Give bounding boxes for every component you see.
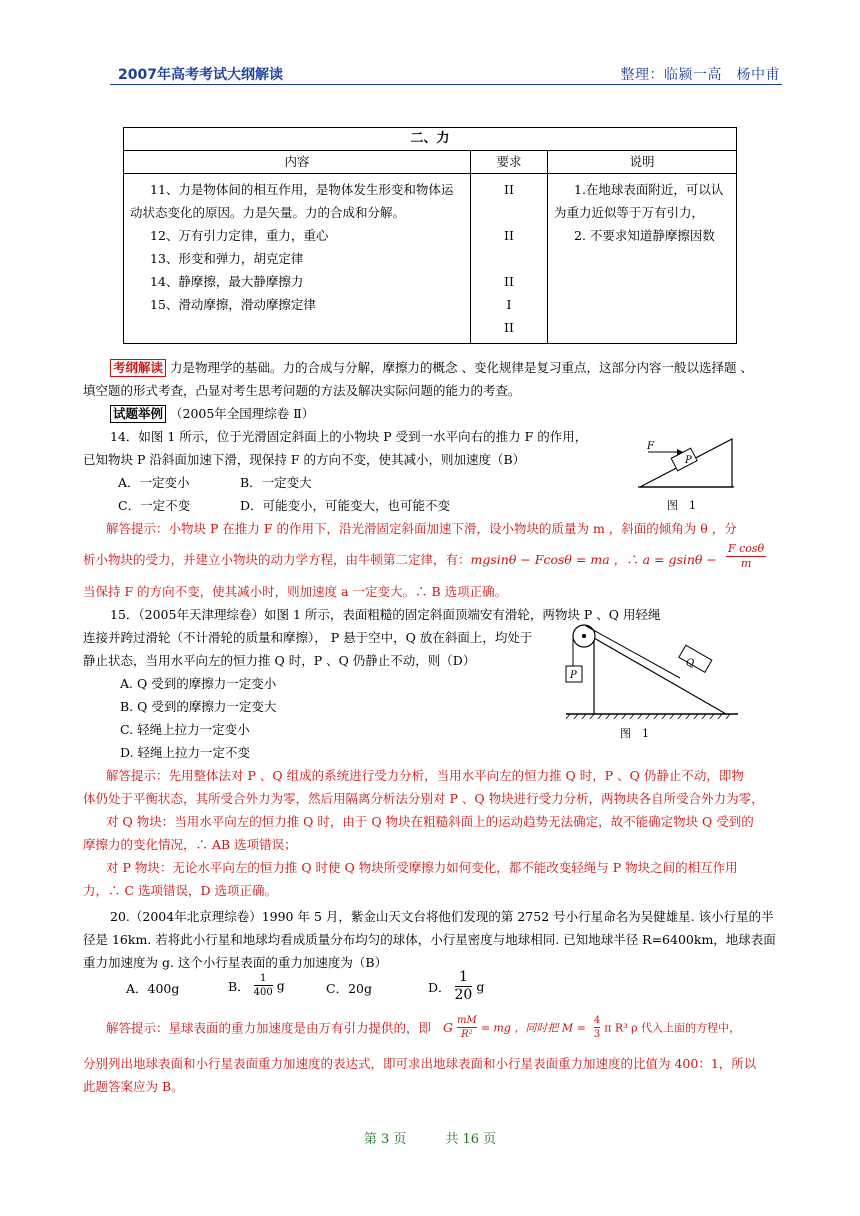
q14-hint-1: 解答提示：小物块 P 在推力 F 的作用下，沿光滑固定斜面加速下滑，设小物块的质量为 m ，斜面的倾角为 θ ，分	[106, 521, 737, 536]
q20-option-b	[228, 972, 285, 999]
eq-tail: π R³ ρ 代入上面的方程中，	[604, 1021, 741, 1035]
requirement-cell	[471, 174, 548, 344]
requirement-level: II	[504, 320, 514, 335]
requirement-level: I	[506, 297, 512, 312]
fraction-numerator: 1	[254, 972, 273, 986]
note-line: 为重力近似等于万有引力，	[554, 205, 705, 220]
q15-hint-1: 解答提示：先用整体法对 P 、Q 组成的系统进行受力分析，当用水平向左的恒力推 Q 时，P 、Q 仍静止不动，即物	[106, 768, 744, 783]
q20-hint-text: 解答提示：星球表面的重力加速度是由万有引力提供的，即	[106, 1020, 432, 1036]
col-header-note: 说明	[548, 151, 737, 174]
q14-stem-1: 14．如图 1 所示，位于光滑固定斜面上的小物块 P 受到一水平向右的推力 F 的作用，	[110, 429, 588, 444]
content-line: 15、滑动摩擦，滑动摩擦定律	[150, 297, 316, 312]
incline-pulley-figure-q15	[562, 620, 742, 720]
content-line: 12、万有引力定律，重力，重心	[150, 228, 329, 243]
block-p-label: P	[685, 455, 692, 466]
q20-stem-3: 重力加速度为 g. 这个小行星表面的重力加速度为（B）	[83, 955, 388, 970]
option-unit: g	[476, 979, 485, 994]
q15-hint-2: 体仍处于平衡状态，其所受合外力为零，然后用隔离分析法分别对 P 、Q 物块进行受力分析，两物块各自所受合外力为零，	[83, 791, 764, 806]
fraction-denominator: m	[740, 557, 752, 570]
q20-option-a: A．400g	[126, 981, 180, 996]
content-line: 13、形变和弹力，胡克定律	[150, 251, 304, 266]
option-unit: g	[276, 978, 285, 993]
content-cell	[124, 174, 471, 344]
q14-fig-caption: 图 1	[667, 499, 696, 512]
exam-tag: 考纲解读	[110, 359, 166, 377]
q15-option-d: D. 轻绳上拉力一定不变	[120, 745, 251, 760]
q20-hint-3: 此题答案应为 B。	[83, 1079, 184, 1094]
table-title: 二、力	[124, 128, 737, 151]
q20-stem-2: 径是 16km. 若将此小行星和地球均看成质量分布均匀的球体，小行星密度与地球相同. 已知地球半径 R=6400km，地球表面	[83, 932, 776, 947]
col-header-requirement: 要求	[471, 151, 548, 174]
requirement-level: II	[504, 274, 514, 289]
eq-rhs: = mg ，同时把 M =	[480, 1021, 586, 1035]
q15-hint-3: 对 Q 物块：当用水平向左的恒力推 Q 时，由于 Q 物块在粗糙斜面上的运动趋势无法确定，故不能确定物块 Q 受到的	[106, 814, 754, 829]
note-line: 2. 不要求知道静摩擦因数	[574, 228, 715, 243]
content-line: 动状态变化的原因。力是矢量。力的合成和分解。	[130, 205, 406, 220]
note-line: 1.在地球表面附近，可以认	[574, 182, 724, 197]
q14-option-b: B．一定变大	[240, 475, 312, 490]
q15-fig-caption: 图 1	[620, 727, 649, 740]
option-letter: D．	[428, 979, 451, 995]
q14-hint-3: 当保持 F 的方向不变，使其减小时，则加速度 a 一定变大。∴ B 选项正确。	[83, 584, 508, 599]
q20-option-d	[428, 969, 484, 1004]
q14-option-d: D．可能变小，可能变大，也可能不变	[240, 498, 451, 513]
q15-stem-2: 连接并跨过滑轮（不计滑轮的质量和摩擦）， P 悬于空中，Q 放在斜面上，均处于	[83, 630, 533, 645]
example-source: （2005年全国理综卷 Ⅱ）	[170, 406, 315, 421]
q20-stem-1: 20.（2004年北京理综卷）1990 年 5 月，紫金山天文台将他们发现的第 2752 号小行星命名为吴健雄星. 该小行星的半	[110, 909, 774, 924]
q14-hint-2-text: 析小物块的受力，并建立小物块的动力学方程，由牛顿第二定律，有：	[83, 552, 471, 567]
header-right: 整理：临颍一高 杨中甫	[620, 67, 780, 83]
fraction-numerator: 4	[593, 1015, 601, 1026]
q14-option-a: A．一定变小	[118, 475, 190, 490]
q15-hint-6: 力，∴ C 选项错误，D 选项正确。	[83, 883, 278, 898]
q15-stem-1: 15．（2005年天津理综卷）如图 1 所示，表面粗糙的固定斜面顶端安有滑轮，两物块 P 、Q 用轻绳	[110, 607, 661, 622]
fraction-denominator: 400	[253, 987, 273, 998]
block-p-label: P	[570, 670, 577, 681]
option-letter: B．	[228, 978, 250, 994]
q20-hint-1	[106, 1014, 796, 1041]
q15-option-c: C. 轻绳上拉力一定变小	[120, 722, 250, 737]
requirement-level	[471, 247, 547, 270]
fraction-numerator: mM	[456, 1015, 477, 1026]
example-heading	[110, 402, 810, 425]
force-f-label: F	[647, 441, 654, 452]
q20-hint-2: 分别列出地球表面和小行星表面重力加速度的表达式，即可求出地球表面和小行星表面重力加速度的比值为 400：1，所以	[83, 1056, 757, 1071]
q14-option-c: C．一定不变	[118, 498, 191, 513]
eq-constant: G	[443, 1020, 453, 1035]
requirement-level	[471, 201, 547, 224]
block-q-label: Q	[686, 658, 695, 669]
fraction-numerator: 1	[455, 969, 473, 987]
q15-hint-5: 对 P 物块：无论水平向左的恒力推 Q 时使 Q 物块所受摩擦力如何变化，都不能改变轻绳与 P 物块之间的相互作用	[106, 860, 738, 875]
header-left: 2007年高考考试大纲解读	[118, 67, 283, 83]
content-line: 11、力是物体间的相互作用，是物体发生形变和物体运	[150, 182, 454, 197]
q14-fraction	[726, 542, 766, 571]
q20-option-c: C．20g	[326, 981, 372, 996]
page-footer: 第 3 页 共 16 页	[363, 1132, 497, 1147]
q15-hint-4: 摩擦力的变化情况，∴ AB 选项错误；	[83, 837, 297, 852]
q15-option-b: B. Q 受到的摩擦力一定变大	[120, 699, 277, 714]
col-header-content: 内容	[124, 151, 471, 174]
note-cell	[548, 174, 737, 344]
q14-hint-2	[83, 548, 803, 571]
exam-text-2: 填空题的形式考查，凸显对考生思考问题的方法及解决实际问题的能力的考查。	[83, 383, 521, 398]
fraction-denominator: R²	[461, 1029, 473, 1040]
q15-stem-3: 静止状态，当用水平向左的恒力推 Q 时，P 、Q 仍静止不动，则（D）	[83, 653, 476, 668]
exam-interpretation	[110, 356, 790, 379]
q14-stem-2: 已知物块 P 沿斜面加速下滑，现保持 F 的方向不变，使其减小，则加速度（B）	[83, 452, 526, 467]
q14-hint-equation: mgsinθ − Fcosθ = ma ，∴ a = gsinθ −	[470, 552, 717, 567]
example-tag: 试题举例	[110, 405, 166, 423]
fraction-denominator: 20	[454, 987, 473, 1003]
header-rule	[110, 84, 782, 85]
fraction-denominator: 3	[593, 1029, 601, 1040]
exam-text: 力是物理学的基础。力的合成与分解，摩擦力的概念 、变化规律是复习重点，这部分内容一般以选择题 、	[170, 360, 753, 375]
requirement-level: II	[504, 182, 514, 197]
requirement-level: II	[504, 228, 514, 243]
q15-option-a: A. Q 受到的摩擦力一定变小	[120, 676, 277, 691]
content-line: 14、静摩擦，最大静摩擦力	[150, 274, 304, 289]
syllabus-table	[123, 127, 737, 344]
fraction-numerator: F cosθ	[728, 542, 765, 555]
